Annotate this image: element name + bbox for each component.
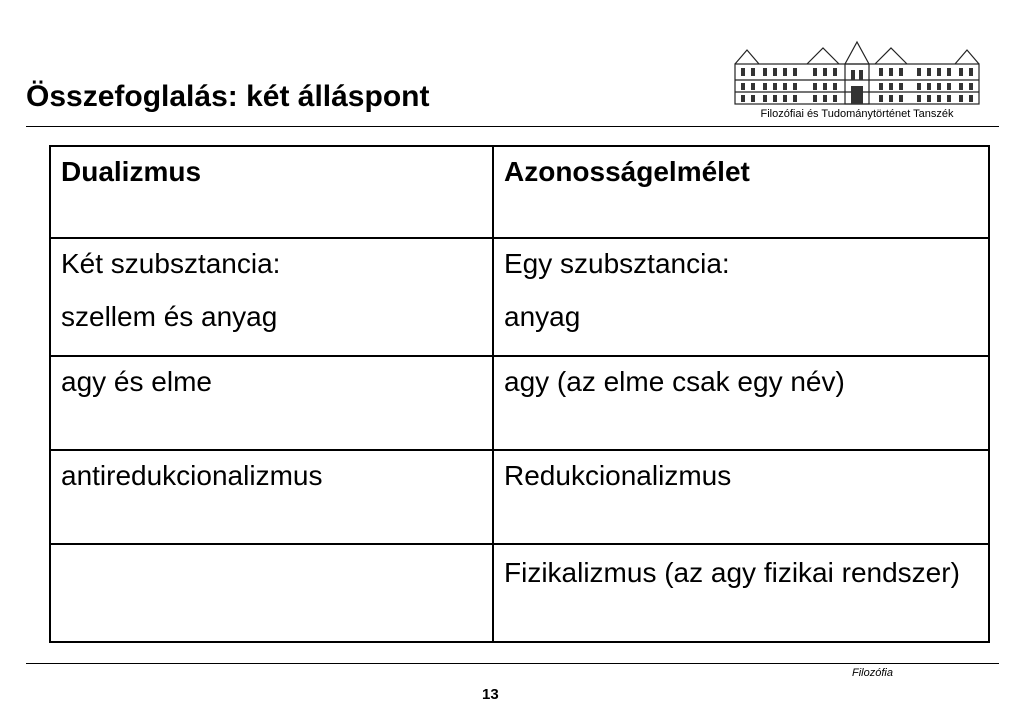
table-cell — [50, 450, 493, 544]
table-cell — [493, 238, 989, 356]
department-name: Filozófiai és Tudománytörténet Tanszék — [760, 108, 954, 120]
header-cell-dualism — [50, 146, 493, 238]
cell-text: szellem és anyag — [61, 300, 278, 332]
header-identity-theory: Azonosságelmélet — [504, 156, 750, 187]
table-cell — [50, 356, 493, 450]
page-number: 13 — [482, 686, 499, 703]
comparison-table — [49, 145, 990, 643]
cell-text: anyag — [504, 300, 581, 332]
page-title: Összefoglalás: két álláspont — [26, 80, 430, 113]
footer-divider — [26, 663, 999, 664]
header-dualism: Dualizmus — [61, 156, 202, 187]
table-row — [50, 450, 989, 544]
table-header-row — [50, 146, 989, 238]
cell-text: Fizikalizmus (az agy fizikai rendszer) — [504, 557, 960, 588]
table-row — [50, 356, 989, 450]
table-cell — [493, 356, 989, 450]
table-cell — [493, 450, 989, 544]
footer-label: Filozófia — [852, 667, 893, 679]
cell-text: Egy szubsztancia: — [504, 248, 730, 279]
cell-text: antiredukcionalizmus — [61, 460, 323, 491]
cell-text: agy és elme — [61, 366, 212, 397]
cell-text: agy (az elme csak egy név) — [504, 366, 845, 397]
header-divider — [26, 126, 999, 127]
table-cell — [50, 238, 493, 356]
table-row — [50, 544, 989, 642]
cell-text: Redukcionalizmus — [504, 460, 732, 491]
cell-text: Két szubsztancia: — [61, 248, 281, 279]
table-cell-empty — [50, 544, 493, 642]
table-cell — [493, 544, 989, 642]
header-cell-identity-theory — [493, 146, 989, 238]
university-building-logo — [733, 40, 981, 106]
table-row — [50, 238, 989, 356]
